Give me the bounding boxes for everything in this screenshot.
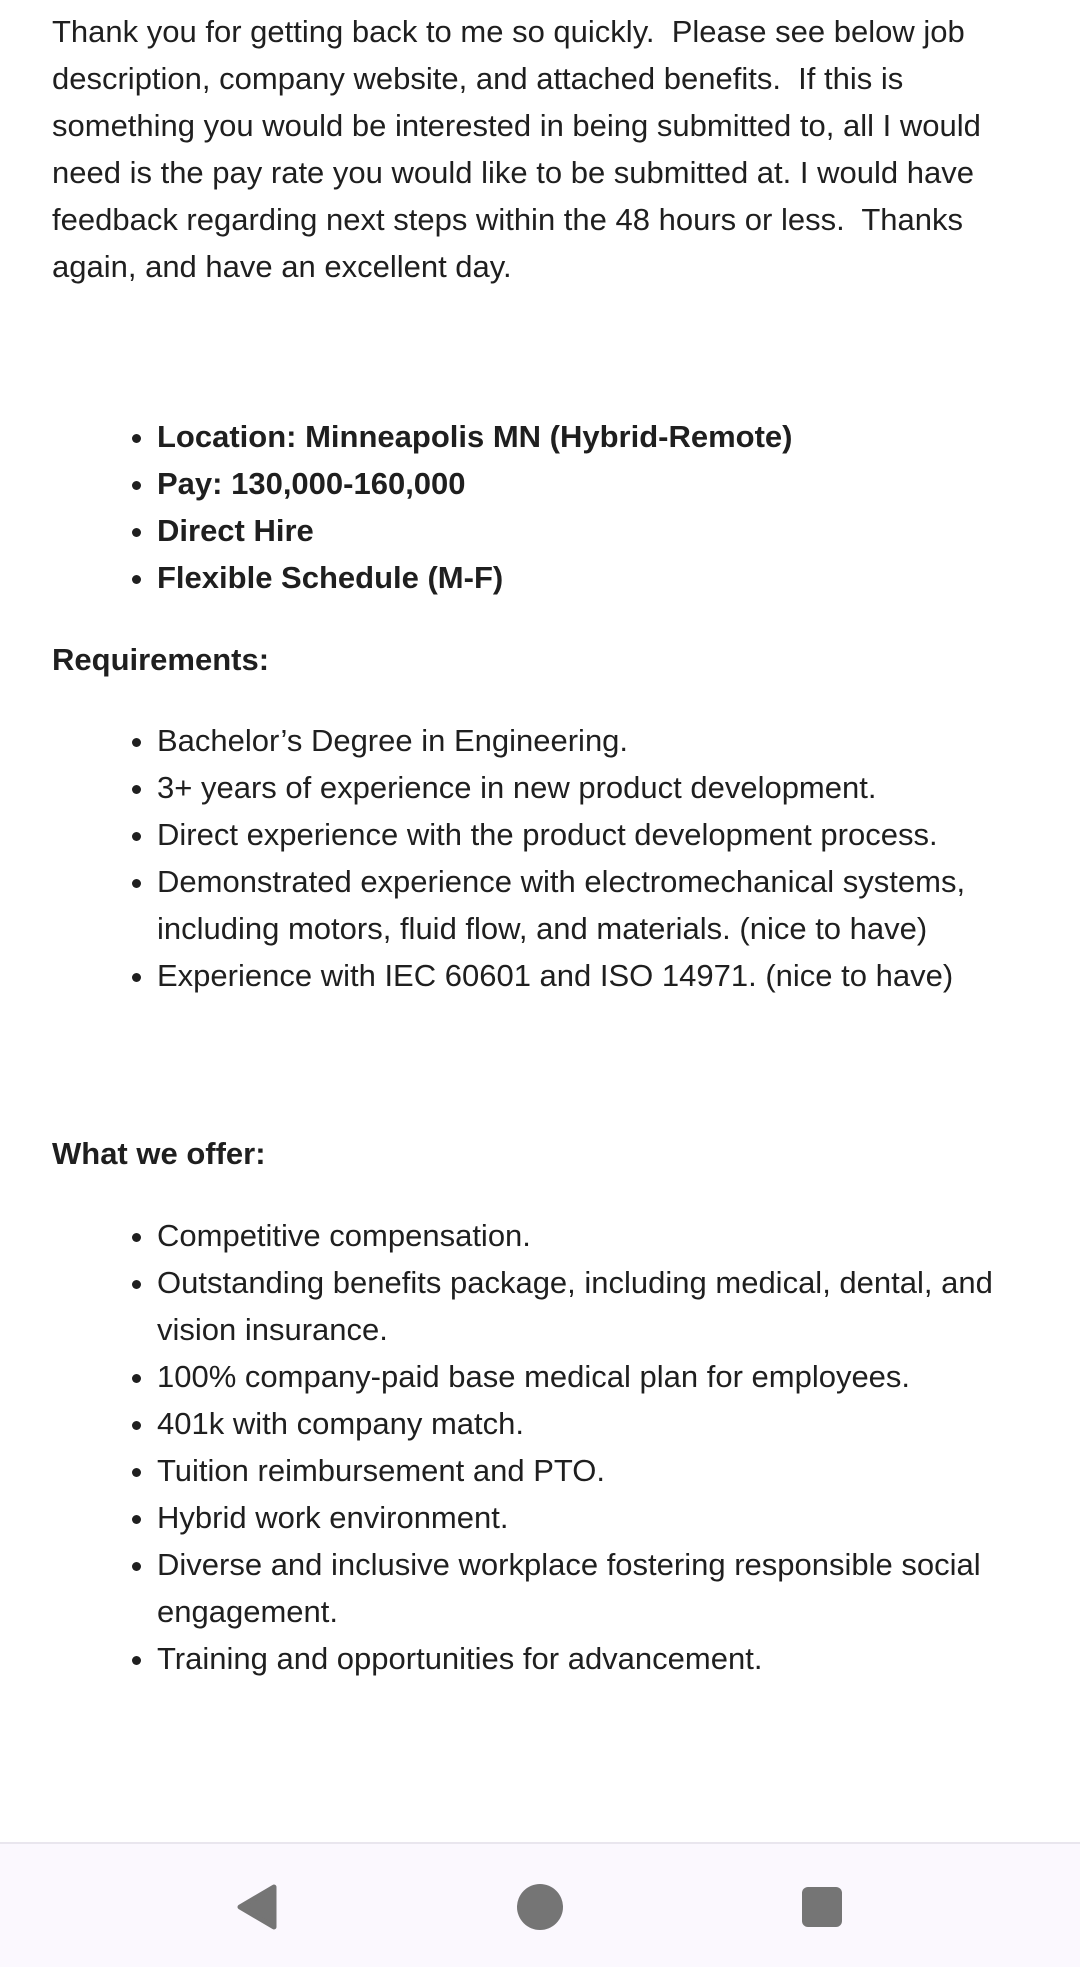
- offer-item: • Hybrid work environment.: [157, 1494, 1032, 1541]
- back-triangle-icon: [234, 1883, 278, 1931]
- home-circle-icon: [514, 1881, 566, 1933]
- recents-square-icon: [800, 1885, 844, 1929]
- offer-item: • Diverse and inclusive workplace fostering responsible social engagement.: [157, 1541, 1032, 1635]
- requirements-heading: Requirements:: [52, 642, 270, 677]
- intro-paragraph: Thank you for getting back to me so quickly. Please see below job description, company website, and attached benefits. If this is something you would be interested in being submitted to, all I would need is the pay rate you would like to be submitted at. I would have feedback regarding next steps within the 48 hours or less. Thanks again, and have an excellent day.: [52, 14, 990, 284]
- highlight-location: • Location: Minneapolis MN (Hybrid-Remote): [157, 413, 1032, 460]
- job-highlights-list: [52, 413, 1032, 601]
- back-button[interactable]: [196, 1844, 316, 1967]
- highlight-schedule: • Flexible Schedule (M-F): [157, 554, 1032, 601]
- home-button[interactable]: [480, 1844, 600, 1967]
- offer-item: • Outstanding benefits package, including medical, dental, and vision insurance.: [157, 1259, 1032, 1353]
- offer-item: • Tuition reimbursement and PTO.: [157, 1447, 1032, 1494]
- requirement-item: • Bachelor’s Degree in Engineering.: [157, 717, 1032, 764]
- offer-item: • 100% company-paid base medical plan for employees.: [157, 1353, 1032, 1400]
- requirement-item: • 3+ years of experience in new product development.: [157, 764, 1032, 811]
- system-navigation-bar: [0, 1842, 1080, 1967]
- highlight-pay: • Pay: 130,000-160,000: [157, 460, 1032, 507]
- offer-item: • 401k with company match.: [157, 1400, 1032, 1447]
- recents-button[interactable]: [762, 1844, 882, 1967]
- offer-heading: What we offer:: [52, 1136, 266, 1171]
- requirement-item: • Demonstrated experience with electromechanical systems, including motors, fluid flow, and materials. (nice to have): [157, 858, 1032, 952]
- offer-list: [52, 1212, 1032, 1682]
- requirement-item: • Experience with IEC 60601 and ISO 14971. (nice to have): [157, 952, 1032, 999]
- requirement-item: • Direct experience with the product development process.: [157, 811, 1032, 858]
- offer-item: • Competitive compensation.: [157, 1212, 1032, 1259]
- offer-item: • Training and opportunities for advancement.: [157, 1635, 1032, 1682]
- highlight-hire-type: • Direct Hire: [157, 507, 1032, 554]
- email-body: [52, 8, 1032, 1682]
- requirements-list: [52, 717, 1032, 999]
